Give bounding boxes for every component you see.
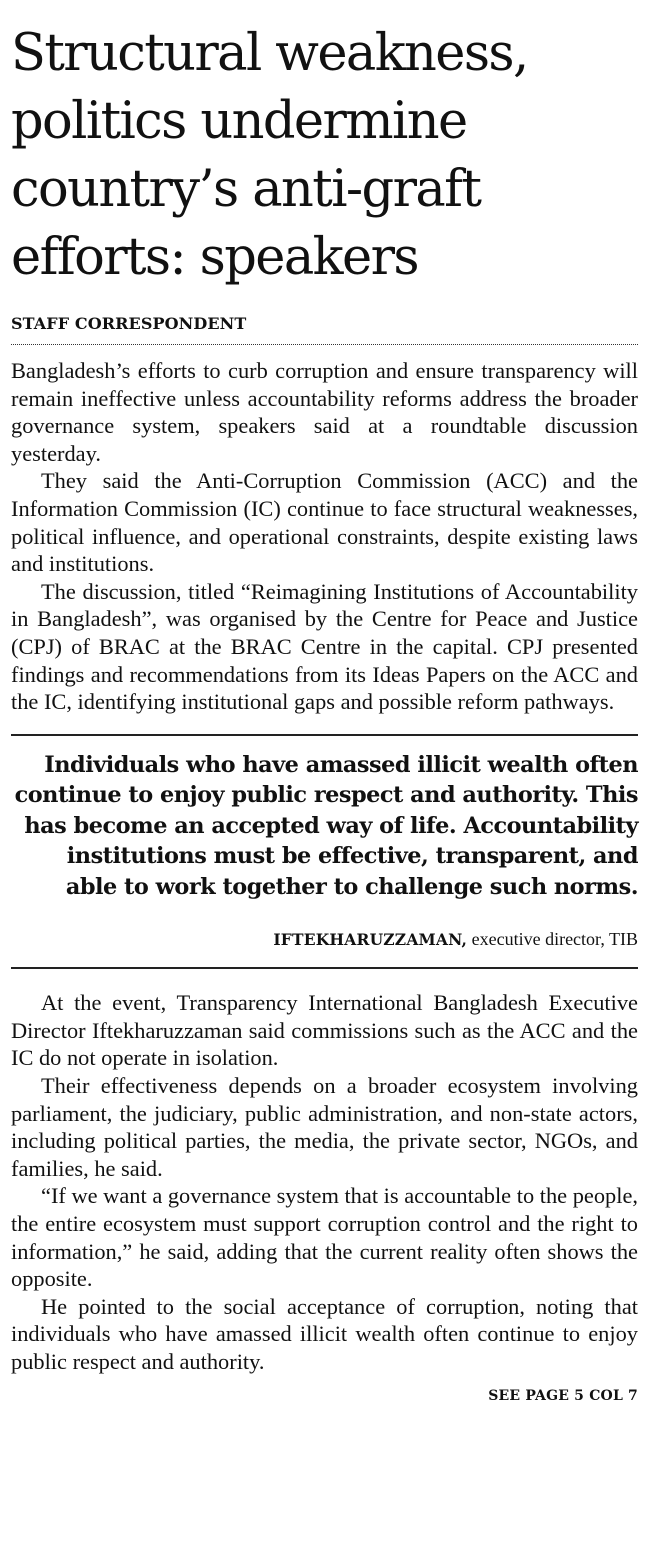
pullquote-bottom-rule: [11, 967, 638, 969]
body-paragraph: He pointed to the social acceptance of corruption, noting that individuals who have amassed illicit wealth often continue to enjoy public respect and authority.: [11, 1293, 638, 1374]
intro-body: [11, 357, 638, 716]
byline-divider: [11, 344, 638, 345]
pull-quote-attribution: [11, 928, 638, 951]
body-paragraph: Bangladesh’s efforts to curb corruption and ensure transparency will remain ineffective unless accountability reforms address the broader governance system, speakers said at a roundtable discussion yesterday.: [11, 358, 638, 466]
continued-on-page: SEE PAGE 5 COL 7: [488, 1387, 638, 1404]
body-paragraph: “If we want a governance system that is accountable to the people, the entire ecosystem must support corruption control and the right to information,” he said, adding that the current reality often shows the opposite.: [11, 1183, 638, 1292]
article: [11, 0, 638, 1404]
pullquote-top-rule: [11, 734, 638, 736]
attribution-role: executive director, TIB: [471, 929, 638, 950]
pull-quote: Individuals who have amassed illicit wealth often continue to enjoy public respect and authority. This has become an accepted way of life. Accountability institutions must be effective, transparent, and able to work together to challenge such norms.: [14, 751, 638, 900]
body-paragraph: Their effectiveness depends on a broader ecosystem involving parliament, the judiciary, public administration, and non-state actors, including political parties, the media, the private sector, NGOs, and families, he said.: [11, 1073, 638, 1181]
body-paragraph: At the event, Transparency International Bangladesh Executive Director Iftekharuzzaman said commissions such as the ACC and the IC do not operate in isolation.: [11, 990, 638, 1071]
main-body: [11, 989, 638, 1375]
byline: STAFF CORRESPONDENT: [11, 314, 247, 333]
headline: Structural weakness, politics undermine country’s anti-graft efforts: speakers: [11, 24, 528, 287]
body-paragraph: They said the Anti-Corruption Commission (ACC) and the Information Commission (IC) continue to face structural weaknesses, political influence, and operational constraints, despite existing laws and institutions.: [11, 468, 638, 577]
body-paragraph: The discussion, titled “Reimagining Institutions of Accountability in Bangladesh”, was organised by the Centre for Peace and Justice (CPJ) of BRAC at the BRAC Centre in the capital. CPJ presented findings and recommendations from its Ideas Papers on the ACC and the IC, identifying institutional gaps and possible reform pathways.: [11, 578, 638, 715]
attribution-name: IFTEKHARUZZAMAN,: [273, 930, 468, 950]
